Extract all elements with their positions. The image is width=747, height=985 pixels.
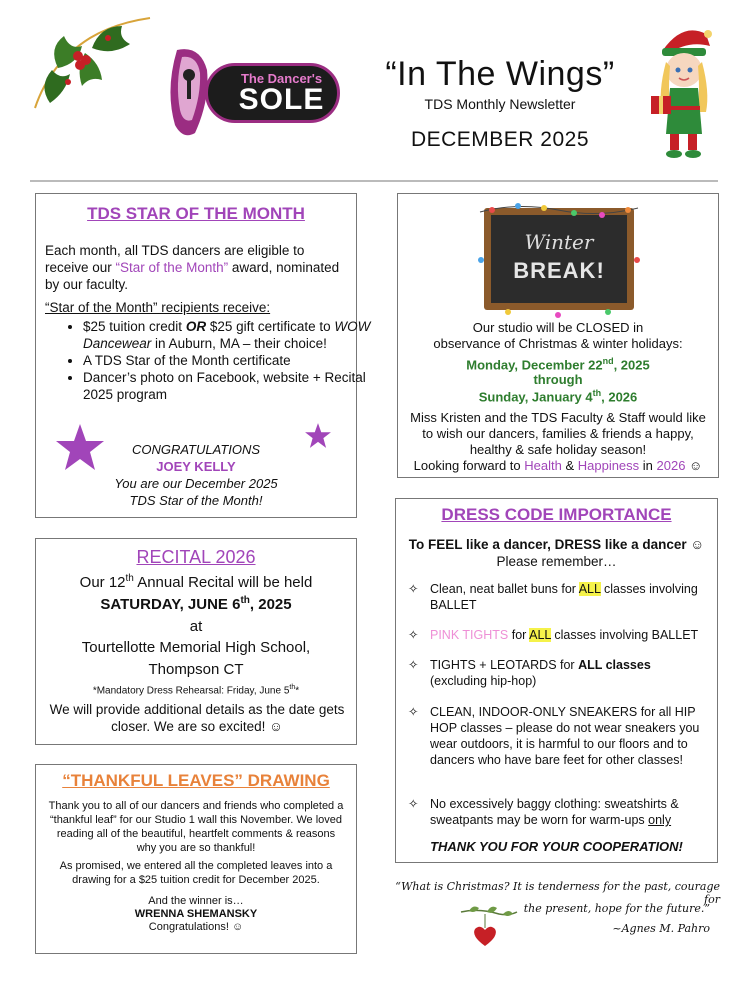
- winter-wish: Miss Kristen and the TDS Faculty & Staff would like to wish our dancers, families & friends a happy, healthy & safe holiday season!: [410, 410, 706, 457]
- recital-date: SATURDAY, JUNE 6th, 2025: [100, 595, 292, 613]
- dress-item-4: ✧ CLEAN, INDOOR-ONLY SNEAKERS for all HIP HOP classes – please do not wear sneakers you wear outdoors, it is harmful to our floors and to dancers who have bare feet for other classes!: [408, 705, 700, 767]
- string-lights-icon: [478, 200, 640, 320]
- quote-block: [395, 880, 720, 950]
- header-divider: [30, 180, 718, 182]
- winter-through: through: [533, 372, 583, 387]
- sparkle-icon: ✧: [408, 705, 419, 719]
- recital-at: at: [189, 618, 203, 635]
- holly-icon: [30, 8, 160, 118]
- dress-item-2: ✧ PINK TIGHTS for ALL classes involving BALLET: [408, 628, 699, 642]
- leaves-p2: As promised, we entered all the completed leaves into a drawing for a $25 tuition credit for December 2025.: [59, 860, 333, 886]
- sparkle-icon: ✧: [408, 628, 419, 642]
- recital-title: RECITAL 2026: [136, 547, 256, 567]
- winter-closed-2: observance of Christmas & winter holidays:: [433, 336, 683, 351]
- sparkle-icon: ✧: [408, 797, 419, 811]
- list-item: • A TDS Star of the Month certificate: [83, 352, 383, 369]
- quote-line1: “What is Christmas? It is tenderness for the past, courage for: [395, 880, 720, 906]
- newsletter-subtitle: TDS Monthly Newsletter: [424, 96, 576, 112]
- newsletter-month: DECEMBER 2025: [410, 128, 590, 151]
- recital-box: [35, 538, 357, 745]
- star-intro-award: “Star of the Month”: [115, 260, 229, 275]
- sign-text-1: Winter: [524, 230, 594, 254]
- list-item: • $25 tuition credit OR $25 gift certificate to WOW Dancewear in Auburn, MA – their choice!: [83, 318, 383, 352]
- dress-code-box: [395, 498, 718, 863]
- star-intro-1: Each month, all TDS dancers are eligible to receive our: [45, 243, 305, 275]
- leaves-winner: WRENNA SHEMANSKY: [134, 908, 258, 920]
- star-icon-right: [304, 422, 332, 450]
- star-congrats: CONGRATULATIONS: [131, 442, 261, 457]
- winter-date-end: Sunday, January 4th, 2026: [478, 388, 638, 405]
- star-benefits-list: [33, 318, 383, 403]
- star-intro-2: award, nominated by our faculty.: [45, 260, 340, 292]
- leaves-congrats: Congratulations! ☺: [148, 921, 244, 933]
- dress-title: DRESS CODE IMPORTANCE: [441, 505, 672, 524]
- dress-remember: Please remember…: [496, 554, 617, 569]
- leaves-p1: Thank you to all of our dancers and friends who completed a “thankful leaf” for our Studio 1 wall this November. We loved reading all of the beautiful, heartfelt comments & reasons why you are so thankful!: [48, 800, 344, 854]
- logo-small-text: The Dancer's: [240, 71, 323, 86]
- star-intro: [45, 242, 340, 293]
- star-line2: TDS Star of the Month!: [129, 493, 263, 508]
- sparkle-icon: ✧: [408, 582, 419, 596]
- quote-line2: the present, hope for the future.”: [523, 902, 710, 915]
- logo-big-text: SOLE: [238, 83, 325, 116]
- star-title: TDS STAR OF THE MONTH: [87, 204, 305, 223]
- sparkle-icon: ✧: [408, 658, 419, 672]
- recital-town: Thompson CT: [148, 661, 244, 678]
- winter-closed-1: Our studio will be CLOSED in: [472, 320, 644, 335]
- dress-lead: To FEEL like a dancer, DRESS like a dancer ☺: [408, 537, 705, 552]
- sign-text-2: BREAK!: [513, 258, 605, 283]
- mistletoe-heart-icon: [459, 902, 519, 950]
- star-winner: JOEY KELLY: [156, 459, 236, 474]
- leaves-title: “THANKFUL LEAVES” DRAWING: [62, 771, 330, 790]
- elf-illustration: [648, 22, 718, 162]
- recital-venue: Tourtellotte Memorial High School,: [81, 639, 311, 656]
- winter-break-sign: [484, 208, 634, 310]
- winter-break-box: [397, 193, 719, 478]
- leaves-winner-intro: And the winner is…: [148, 895, 244, 907]
- star-of-month-box: [35, 193, 371, 518]
- recital-line1: Our 12th Annual Recital will be held: [79, 573, 313, 591]
- winter-looking-forward: Looking forward to Health & Happiness in 2026 ☺: [413, 458, 703, 473]
- list-item: • Dancer’s photo on Facebook, website + Recital 2025 program: [83, 369, 383, 403]
- star-line1: You are our December 2025: [114, 476, 278, 491]
- star-recipients-heading: “Star of the Month” recipients receive:: [45, 300, 271, 315]
- newsletter-title: “In The Wings”: [385, 55, 615, 93]
- dress-item-5: ✧ No excessively baggy clothing: sweatshirts & sweatpants may be worn for warm-ups only: [408, 797, 679, 827]
- recital-note: *Mandatory Dress Rehearsal: Friday, June 5th*: [92, 684, 300, 697]
- quote-author: ~Agnes M. Pahro: [612, 922, 710, 935]
- dress-thanks: THANK YOU FOR YOUR COOPERATION!: [430, 839, 683, 854]
- dancers-sole-logo: [165, 45, 340, 140]
- thankful-leaves-box: [35, 764, 357, 954]
- recital-details: We will provide additional details as the date gets closer. We are so excited! ☺: [49, 702, 345, 734]
- dress-item-1: ✧ Clean, neat ballet buns for ALL classes involving BALLET: [408, 582, 698, 612]
- winter-date-start: Monday, December 22nd, 2025: [466, 356, 650, 373]
- dress-item-3: ✧ TIGHTS + LEOTARDS for ALL classes (excluding hip-hop): [408, 658, 651, 688]
